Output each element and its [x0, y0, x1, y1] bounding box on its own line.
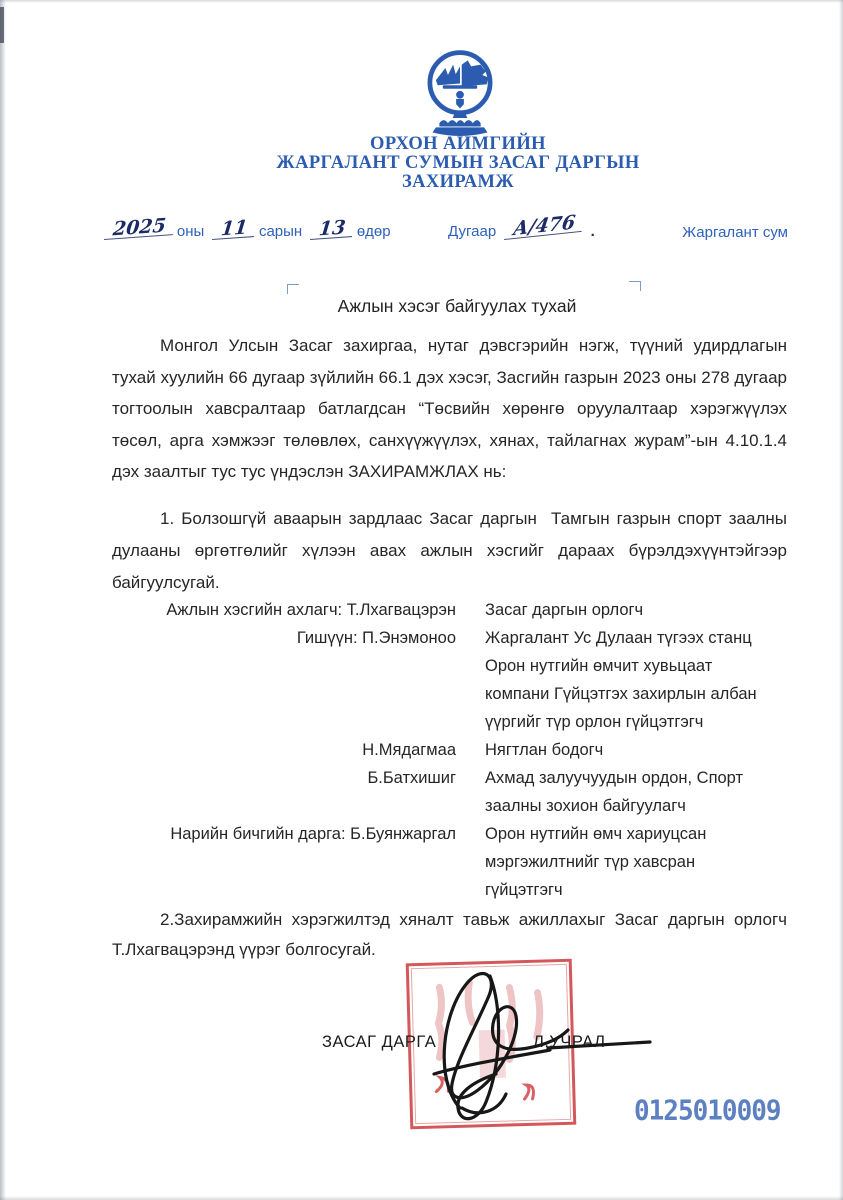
member-position-line: компани Гүйцэтгэх захирлын албан: [485, 685, 757, 703]
document-serial-number: 0125010009: [634, 1095, 781, 1127]
member-position-line: Орон нутгийн өмч хариуцсан: [485, 825, 707, 843]
handwritten-month: 11: [212, 219, 256, 240]
handwritten-year: 2025: [104, 217, 175, 240]
member-role: Ажлын хэсгийн ахлагч:: [166, 601, 343, 619]
member-position-line: гүйцэтгэгч: [485, 881, 563, 899]
member-name: Б.Батхишиг: [367, 769, 456, 787]
member-name: П.Энэмоноо: [362, 629, 456, 647]
member-row: [112, 624, 802, 736]
clause-1-paragraph: 1. Болзошгүй аваарын зардлаас Засаг даргын Тамгын газрын спорт заалны дулааны өргөтгөлийг хүлээн авах ажлын хэсгийг дараах бүрэлдэхүүнтэйгээр байгуулсугай.: [112, 509, 792, 592]
number-period: .: [590, 223, 595, 240]
member-position-line: Орон нутгийн өмчит хувьцаат: [485, 657, 713, 675]
governor-signature-scribble: [398, 950, 660, 1130]
scan-edge-left: [0, 0, 6, 1200]
handwritten-document-number: А/476: [504, 213, 584, 240]
member-position-line: заалны зохион байгуулагч: [485, 797, 686, 815]
document-title: Ажлын хэсэг байгуулах тухай: [337, 296, 577, 316]
member-row: [112, 764, 802, 820]
scan-artifact-mark: [0, 7, 4, 43]
month-label: сарын: [258, 223, 303, 240]
member-position-line: Жаргалант Ус Дулаан түгээх станц: [485, 629, 752, 647]
handwritten-day: 13: [310, 219, 354, 240]
corner-mark-left: [287, 284, 299, 294]
letterhead-line-doctype: ЗАХИРАМЖ: [401, 172, 515, 192]
member-position-line: Засаг даргын орлогч: [485, 601, 644, 619]
document-number-group: [448, 211, 595, 241]
member-position-line: үүргийг түр орлон гүйцэтгэгч: [485, 713, 704, 731]
place-name: Жаргалант сум: [682, 224, 788, 241]
date-group: [100, 214, 391, 241]
day-label: өдөр: [356, 223, 391, 240]
preamble-paragraph: Монгол Улсын Засаг захиргаа, нутаг дэвсгэрийн нэгж, түүний удирдлагын тухай хуулийн 66 дугаар зүйлийн 66.1 дэх хэсэг, Засгийн газрын 2023 оны 278 дугаар тогтоолын хавсралтаар батлагдсан “Төсвийн хөрөнгө оруулалтаар хэрэгжүүлэх төсөл, арга хэмжээг төлөвлөх, санхүүжүүлэх, хянах, тайлагнах журам”-ын 4.10.1.4 дэх заалтыг тус тус үндэслэн ЗАХИРАМЖЛАХ нь:: [112, 336, 792, 481]
clause-2-paragraph: 2.Захирамжийн хэрэгжилтэд хяналт тавьж ажиллахыг Засаг даргын орлогч Т.Лхагвацэрэнд үүрэг болгосугай.: [112, 910, 792, 959]
letterhead-line-sum: ЖАРГАЛАНТ СУМЫН ЗАСАГ ДАРГЫН: [276, 153, 640, 173]
date-number-line: [100, 211, 788, 252]
member-position-line: мэргэжилтнийг түр хавсран: [485, 853, 696, 871]
member-position-line: Ахмад залуучуудын ордон, Спорт: [485, 769, 744, 787]
member-role: Нарийн бичгийн дарга:: [170, 825, 346, 843]
member-name: Т.Лхагвацэрэн: [346, 601, 456, 619]
member-position-line: Нягтлан бодогч: [485, 741, 604, 759]
member-row: [112, 736, 802, 764]
government-emblem-icon: [417, 44, 503, 142]
member-name: Б.Буянжаргал: [350, 825, 456, 843]
member-role: Гишүүн:: [296, 629, 358, 647]
letterhead-line-aimag: ОРХОН АЙМГИЙН: [370, 134, 546, 154]
corner-mark-right: [629, 281, 641, 291]
member-name: Н.Мядагмаа: [362, 741, 456, 759]
scan-edge-top: [0, 0, 843, 3]
signer-title: ЗАСАГ ДАРГА: [322, 1033, 437, 1051]
scan-edge-bottom: [0, 1196, 843, 1200]
working-group-list: [112, 596, 802, 904]
year-label: оны: [176, 223, 205, 240]
signer-name: Л.УЧРАЛ: [533, 1033, 606, 1051]
number-label: Дугаар: [448, 223, 497, 240]
letterhead: [73, 135, 843, 192]
member-row: [112, 820, 802, 904]
member-row: [112, 596, 802, 624]
